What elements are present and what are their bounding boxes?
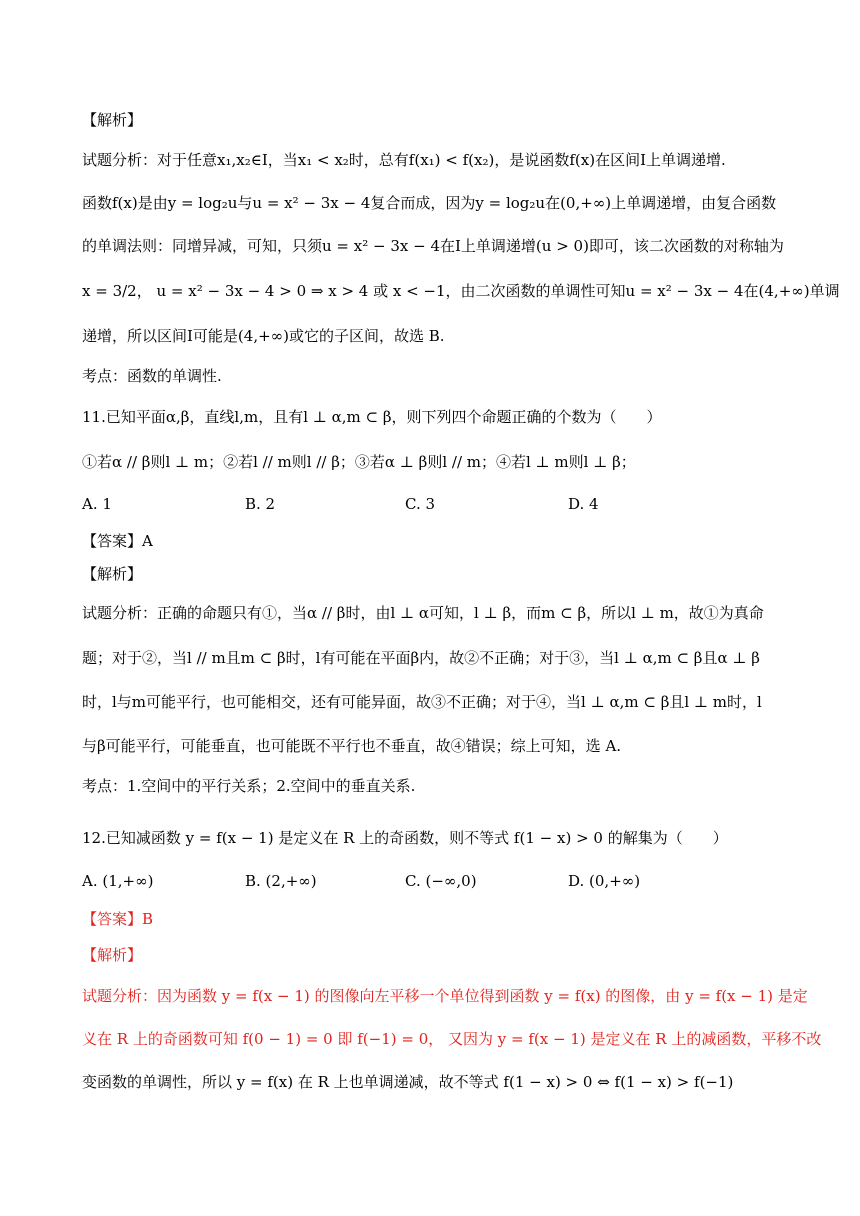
- question-11-analysis-heading: 【解析】: [82, 565, 143, 583]
- analysis-line-2: 函数f(x)是由y = log₂u与u = x² − 3x − 4复合而成，因为y = log₂u在(0,+∞)上单调递增，由复合函数: [82, 194, 777, 212]
- question-12-analysis-line-2: 义在 R 上的奇函数可知 f(0 − 1) = 0 即 f(−1) = 0， 又因为 y = f(x − 1) 是定义在 R 上的减函数，平移不改: [82, 1030, 822, 1048]
- question-11-option-b: B. 2: [245, 495, 276, 513]
- question-12-option-a: A. (1,+∞): [82, 872, 154, 890]
- analysis-line-4: x = 3/2， u = x² − 3x − 4 > 0 ⇒ x > 4 或 x < −1，由二次函数的单调性可知u = x² − 3x − 4在(4,+∞)单调: [82, 282, 840, 300]
- question-11-analysis-line-1: 试题分析：正确的命题只有①，当α // β时，由l ⊥ α可知，l ⊥ β，而m ⊂ β，所以l ⊥ m，故①为真命: [82, 604, 764, 622]
- question-12-analysis-heading: 【解析】: [82, 946, 143, 964]
- analysis-line-5: 递增，所以区间I可能是(4,+∞)或它的子区间，故选 B.: [82, 327, 445, 345]
- question-11-propositions: ①若α // β则l ⊥ m；②若l // m则l // β；③若α ⊥ β则l // m；④若l ⊥ m则l ⊥ β；: [82, 453, 636, 471]
- question-12-stem: 12.已知减函数 y = f(x − 1) 是定义在 R 上的奇函数，则不等式 f(1 − x) > 0 的解集为（ ）: [82, 829, 728, 847]
- question-12-analysis-line-1: 试题分析：因为函数 y = f(x − 1) 的图像向左平移一个单位得到函数 y = f(x) 的图像，由 y = f(x − 1) 是定: [82, 987, 808, 1005]
- analysis-heading-1: 【解析】: [82, 111, 143, 129]
- question-12-answer: 【答案】B: [82, 910, 154, 928]
- question-11-analysis-line-3: 时，l与m可能平行，也可能相交，还有可能异面，故③不正确；对于④，当l ⊥ α,m ⊂ β且l ⊥ m时，l: [82, 693, 762, 711]
- question-12-option-b: B. (2,+∞): [245, 872, 317, 890]
- question-11-topic: 考点：1.空间中的平行关系；2.空间中的垂直关系.: [82, 777, 416, 795]
- topic-line-1: 考点：函数的单调性.: [82, 367, 222, 385]
- question-11-answer: 【答案】A: [82, 532, 153, 550]
- question-11-option-c: C. 3: [405, 495, 436, 513]
- question-11-option-d: D. 4: [568, 495, 599, 513]
- question-12-analysis-line-3: 变函数的单调性，所以 y = f(x) 在 R 上也单调递减，故不等式 f(1 − x) > 0 ⇔ f(1 − x) > f(−1): [82, 1073, 734, 1091]
- analysis-line-1: 试题分析：对于任意x₁,x₂∈I，当x₁ < x₂时，总有f(x₁) < f(x₂)，是说函数f(x)在区间I上单调递增.: [82, 151, 726, 169]
- question-12-option-d: D. (0,+∞): [568, 872, 641, 890]
- analysis-line-3: 的单调法则：同增异减，可知，只须u = x² − 3x − 4在I上单调递增(u > 0)即可，该二次函数的对称轴为: [82, 237, 784, 255]
- question-11-stem: 11.已知平面α,β，直线l,m，且有l ⊥ α,m ⊂ β，则下列四个命题正确的个数为（ ）: [82, 408, 662, 426]
- question-12-option-c: C. (−∞,0): [405, 872, 477, 890]
- question-11-analysis-line-4: 与β可能平行，可能垂直，也可能既不平行也不垂直，故④错误；综上可知，选 A.: [82, 737, 622, 755]
- question-11-option-a: A. 1: [82, 495, 112, 513]
- question-11-analysis-line-2: 题；对于②，当l // m且m ⊂ β时，l有可能在平面β内，故②不正确；对于③，当l ⊥ α,m ⊂ β且α ⊥ β: [82, 649, 760, 667]
